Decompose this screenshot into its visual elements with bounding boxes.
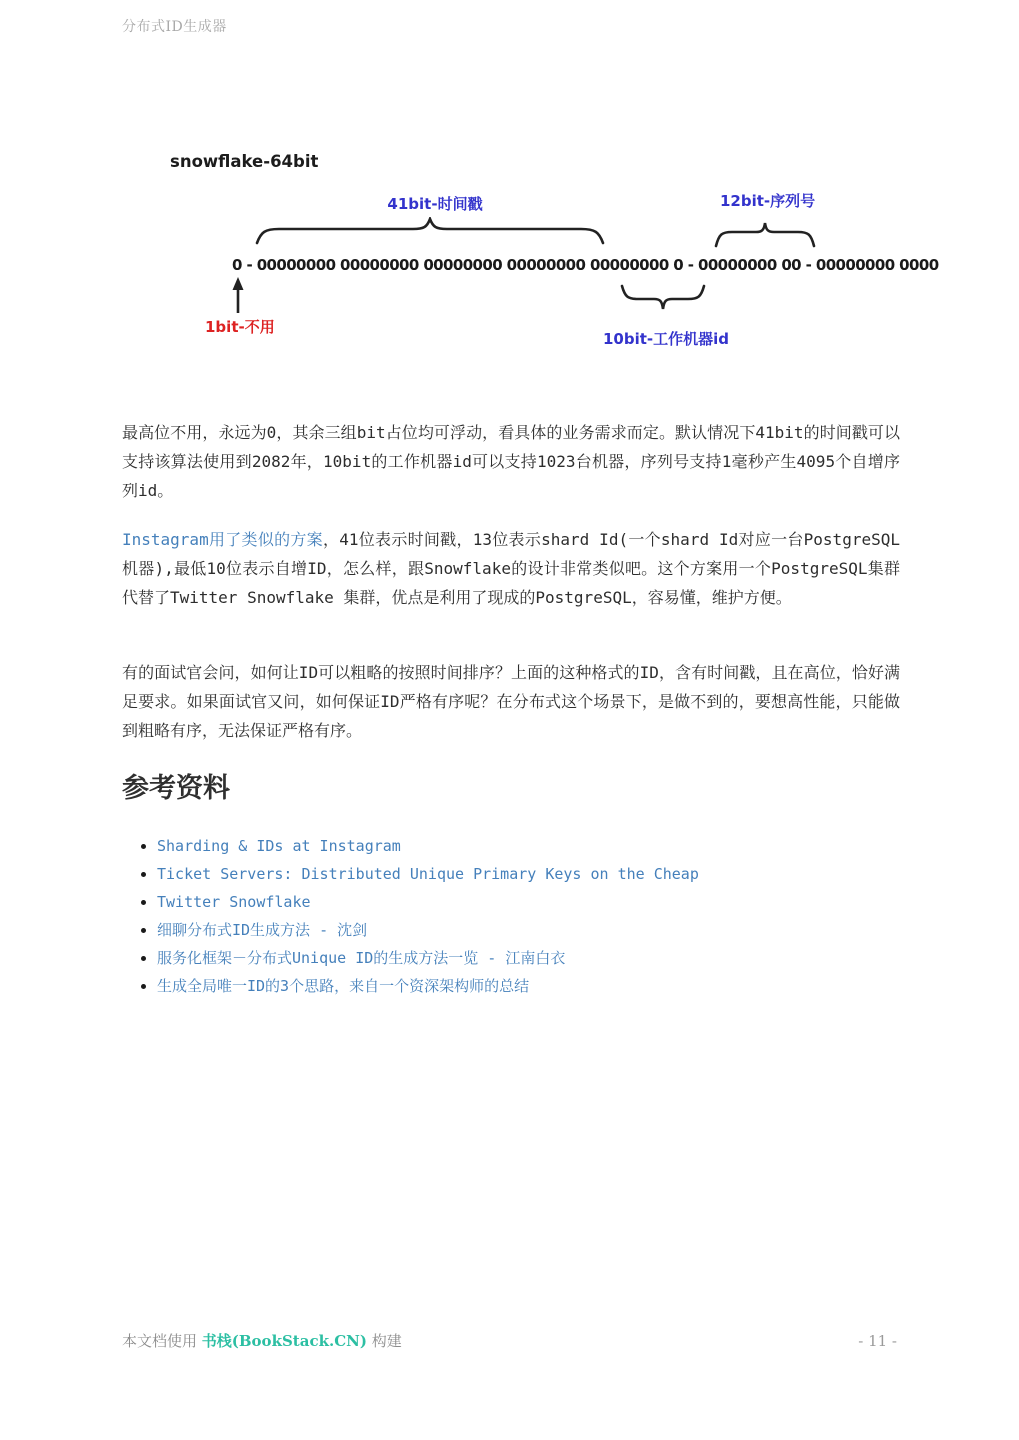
footer-prefix: 本文档使用: [122, 1332, 202, 1350]
reference-link-twitter-snowflake[interactable]: Twitter Snowflake: [157, 893, 311, 911]
worker-bits-label: 10bit-工作机器id: [603, 330, 730, 348]
paragraph-instagram-scheme: [122, 525, 900, 612]
reference-link-shenjian[interactable]: 细聊分布式ID生成方法 - 沈剑: [157, 921, 368, 939]
reference-link-sharding-ids-instagram[interactable]: Sharding & IDs at Instagram: [157, 837, 401, 855]
footer-suffix: 构建: [366, 1332, 402, 1350]
overbrace-timestamp-icon: [255, 217, 605, 247]
arrow-up-icon: [230, 277, 246, 315]
references-heading: 参考资料: [122, 773, 230, 804]
bookstack-link[interactable]: 书栈(BookStack.CN): [201, 1332, 367, 1350]
list-item: [157, 832, 699, 860]
list-item: [157, 944, 699, 972]
page-footer: [122, 1330, 897, 1351]
paragraph-instagram-scheme-text: ，41位表示时间戳，13位表示shard Id(一个shard Id对应一台PostgreSQL机器),最低10位表示自增ID，怎么样，跟Snowflake的设计非常类似吧。这个方案用一个PostgreSQL集群代替了Twitter Snowflake 集群，优点是利用了现成的PostgreSQL，容易懂，维护方便。: [122, 530, 900, 607]
footer-built-with: [122, 1330, 402, 1351]
page-number: - 11 -: [858, 1332, 897, 1350]
reference-link-unique-id-3-ideas[interactable]: 生成全局唯一ID的3个思路，来自一个资深架构师的总结: [157, 977, 530, 995]
unused-bit-label: 1bit-不用: [205, 318, 275, 336]
snowflake-diagram: [0, 0, 1019, 380]
underbrace-worker-icon: [620, 284, 706, 311]
diagram-title: snowflake-64bit: [170, 152, 319, 171]
references-list: [122, 832, 699, 1000]
list-item: [157, 972, 699, 1000]
list-item: [157, 860, 699, 888]
list-item: [157, 916, 699, 944]
bit-layout-string: 0 - 00000000 00000000 00000000 00000000 00000000 0 - 00000000 00 - 00000000 0000: [232, 256, 939, 274]
overbrace-sequence-icon: [714, 221, 816, 249]
instagram-scheme-link[interactable]: Instagram用了类似的方案: [122, 530, 323, 549]
page-header-title: 分布式ID生成器: [122, 19, 227, 35]
paragraph-bit-allocation: 最高位不用，永远为0，其余三组bit占位均可浮动，看具体的业务需求而定。默认情况下41bit的时间戳可以支持该算法使用到2082年，10bit的工作机器id可以支持1023台机器，序列号支持1毫秒产生4095个自增序列id。: [122, 423, 900, 500]
reference-link-ticket-servers[interactable]: Ticket Servers: Distributed Unique Primary Keys on the Cheap: [157, 865, 699, 883]
timestamp-bits-label: 41bit-时间戳: [387, 195, 483, 213]
list-item: [157, 888, 699, 916]
reference-link-jiangnan[interactable]: 服务化框架－分布式Unique ID的生成方法一览 - 江南白衣: [157, 949, 566, 967]
paragraph-ordering: 有的面试官会问，如何让ID可以粗略的按照时间排序？上面的这种格式的ID，含有时间戳，且在高位，恰好满足要求。如果面试官又问，如何保证ID严格有序呢？在分布式这个场景下，是做不到的，要想高性能，只能做到粗略有序，无法保证严格有序。: [122, 663, 900, 740]
sequence-bits-label: 12bit-序列号: [720, 192, 816, 210]
